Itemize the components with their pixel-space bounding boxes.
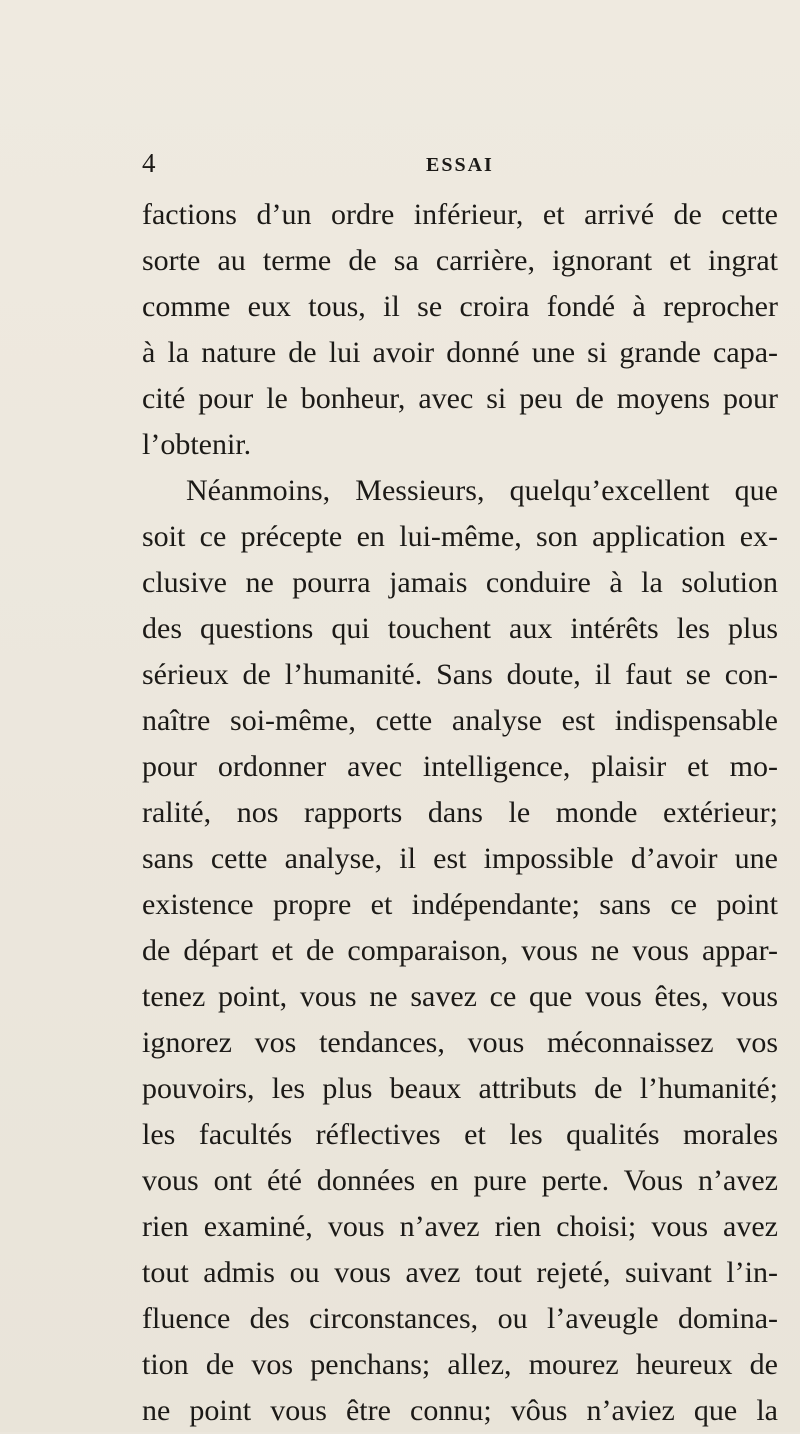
running-title: ESSAI — [426, 154, 494, 176]
text-line: l’obtenir. — [142, 428, 252, 461]
text-line: sérieux de l’humanité. Sans doute, il faut se con- — [142, 658, 778, 691]
text-line: ignorez vos tendances, vous méconnaissez vos — [142, 1026, 778, 1059]
text-line: tion de vos penchans; allez, mourez heureux de — [142, 1348, 778, 1381]
text-line: comme eux tous, il se croira fondé à reprocher — [142, 290, 778, 323]
text-line: à la nature de lui avoir donné une si grande capa- — [142, 336, 778, 369]
text-line: tenez point, vous ne savez ce que vous êtes, vous — [142, 980, 778, 1013]
text-line: factions d’un ordre inférieur, et arrivé de cette — [142, 198, 778, 231]
page-number: 4 — [142, 148, 156, 178]
text-line: pouvoirs, les plus beaux attributs de l’humanité; — [142, 1072, 778, 1105]
body-text — [142, 192, 778, 1434]
text-line: pour ordonner avec intelligence, plaisir et mo- — [142, 750, 778, 783]
text-line: des questions qui touchent aux intérêts les plus — [142, 612, 778, 645]
text-line: de départ et de comparaison, vous ne vous appar- — [142, 934, 778, 967]
paragraph-start-line: Néanmoins, Messieurs, quelqu’excellent que — [186, 474, 778, 507]
text-line: tout admis ou vous avez tout rejeté, suivant l’in- — [142, 1256, 778, 1289]
text-line: soit ce précepte en lui-même, son application ex- — [142, 520, 778, 553]
text-line: sans cette analyse, il est impossible d’avoir une — [142, 842, 778, 875]
text-line: ralité, nos rapports dans le monde extérieur; — [142, 796, 778, 829]
text-line: cité pour le bonheur, avec si peu de moyens pour — [142, 382, 778, 415]
text-line: ne point vous être connu; vôus n’aviez que la — [142, 1394, 778, 1427]
text-line: existence propre et indépendante; sans ce point — [142, 888, 778, 921]
text-line: les facultés réflectives et les qualités morales — [142, 1118, 778, 1151]
text-line: rien examiné, vous n’avez rien choisi; vous avez — [142, 1210, 778, 1243]
running-head — [142, 146, 778, 180]
text-line: naître soi-même, cette analyse est indispensable — [142, 704, 778, 737]
text-line: clusive ne pourra jamais conduire à la solution — [142, 566, 778, 599]
text-line: vous ont été données en pure perte. Vous n’avez — [142, 1164, 778, 1197]
text-line: fluence des circonstances, ou l’aveugle domina- — [142, 1302, 778, 1335]
text-line: sorte au terme de sa carrière, ignorant et ingrat — [142, 244, 778, 277]
